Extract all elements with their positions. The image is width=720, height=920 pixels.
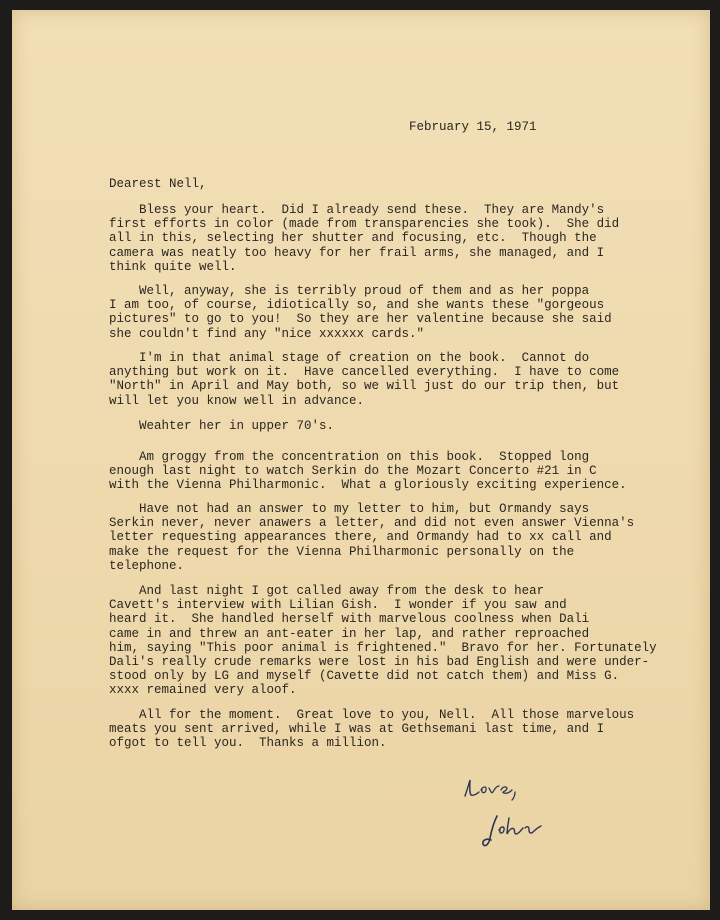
paragraph-4: Weahter her in upper 70's.: [109, 419, 335, 433]
paragraph-3: I'm in that animal stage of creation on the book. Cannot do anything but work on it. Have cancelled everything. I have to come "North" in April and May both, so we will just do our trip then, but will let you know well in advance.: [109, 351, 620, 408]
handwritten-signature: [457, 768, 567, 858]
paragraph-5: Am groggy from the concentration on this book. Stopped long enough last night to watch Serkin do the Mozart Concerto #21 in C with the Vienna Philharmonic. What a gloriously exciting experience.: [109, 450, 627, 493]
letter-paper: [12, 10, 710, 910]
paragraph-1: Bless your heart. Did I already send these. They are Mandy's first efforts in color (made from transparencies she took). She did all in this, selecting her shutter and focusing, etc. Though the camera was neatly too heavy for her frail arms, she managed, and I think quite well.: [109, 203, 620, 274]
paragraph-6: Have not had an answer to my letter to him, but Ormandy says Serkin never, never anawers a letter, and did not even answer Vienna's letter requesting appearances there, and Ormandy had to xx call and make the request for the Vienna Philharmonic personally on the telephone.: [109, 502, 635, 573]
letter-salutation: Dearest Nell,: [109, 177, 207, 191]
letter-date: February 15, 1971: [409, 120, 537, 134]
paragraph-2: Well, anyway, she is terribly proud of them and as her poppa I am too, of course, idiotically so, and she wants these "gorgeous pictures" to go to you! So they are her valentine because she said she couldn't find any "nice xxxxxx cards.": [109, 284, 612, 341]
paragraph-7: And last night I got called away from the desk to hear Cavett's interview with Lilian Gish. I wonder if you saw and heard it. She handled herself with marvelous coolness when Dali came in and threw an ant-eater in her lap, and rather reproached him, saying "This poor animal is frightened." Bravo for her. Fortunately Dali's really crude remarks were lost in his bad English and were under- stood only by LG and myself (Cavette did not catch them) and Miss G. xxxx remained very aloof.: [109, 584, 657, 698]
paragraph-8: All for the moment. Great love to you, Nell. All those marvelous meats you sent arrived, while I was at Gethsemani last time, and I ofgot to tell you. Thanks a million.: [109, 708, 635, 751]
